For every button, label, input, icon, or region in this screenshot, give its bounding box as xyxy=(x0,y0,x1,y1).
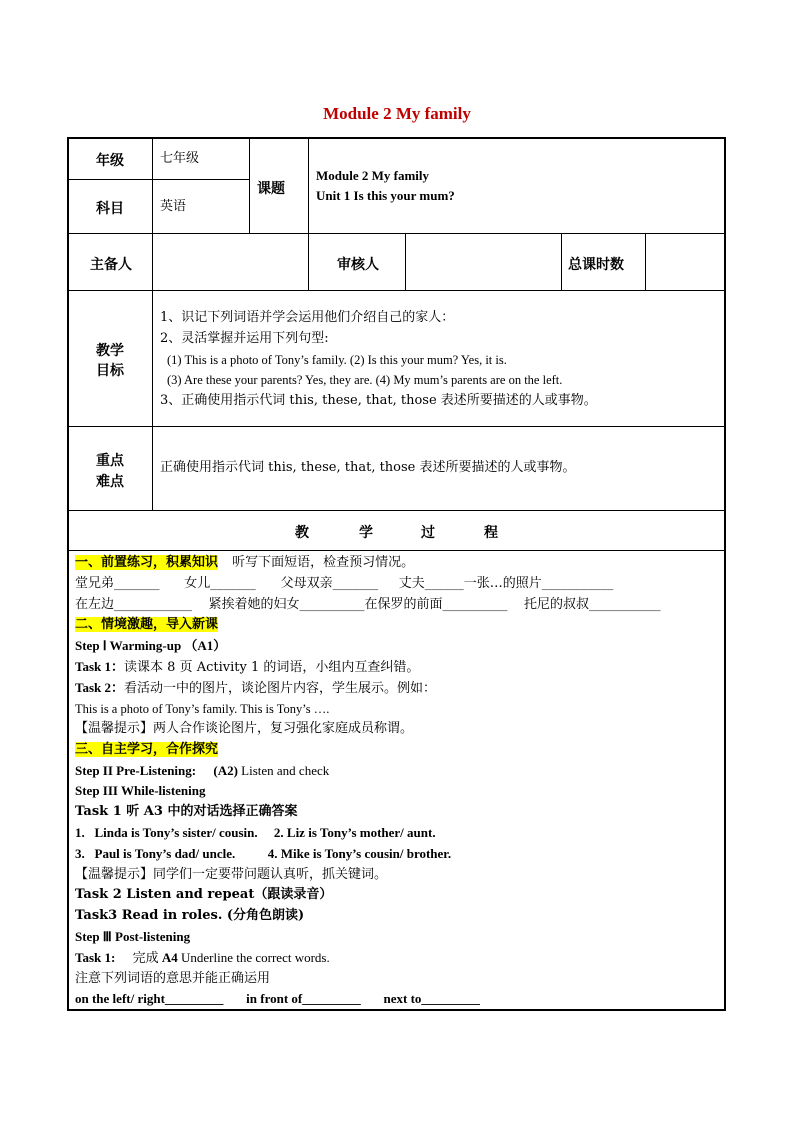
section-2 xyxy=(75,617,218,633)
task-text: Underline the correct words. xyxy=(181,950,330,965)
step-text: Listen and check xyxy=(241,763,330,778)
divider xyxy=(68,550,725,551)
step-code: (A2) xyxy=(213,763,238,778)
goal-line: (3) Are these your parents? Yes, they are. (4) My mum’s parents are on the left. xyxy=(167,373,563,387)
divider xyxy=(68,233,725,234)
preparer-label: 主备人 xyxy=(90,257,132,273)
section-1-title: 一、前置练习，积累知识 xyxy=(75,555,219,570)
goals-label-1: 教学 xyxy=(96,343,124,359)
process-heading-char: 学 xyxy=(359,525,373,541)
task-label: Task 2： xyxy=(75,680,125,695)
question-row: 1. Linda is Tony’s sister/ cousin. 2. Liz is Tony’s mother/ aunt. xyxy=(75,825,436,840)
divider xyxy=(249,138,250,233)
divider xyxy=(68,290,725,291)
key-label-1: 重点 xyxy=(96,453,124,469)
step-4: Step Ⅲ Post-listening xyxy=(75,929,191,944)
page-title: Module 2 My family xyxy=(323,104,471,123)
section-3 xyxy=(75,742,218,758)
task-text: 看活动一中的图片，谈论图片内容，学生展示。例如： xyxy=(124,681,437,696)
subject-value: 英语 xyxy=(160,199,187,214)
process-heading-char: 过 xyxy=(421,525,435,541)
listening-task-3: Task3 Read in roles. (分角色朗读) xyxy=(75,908,305,923)
section-1-intro: 听写下面短语，检查预习情况。 xyxy=(232,555,415,570)
task-code: A4 xyxy=(161,950,178,965)
divider xyxy=(405,233,406,290)
divider xyxy=(561,233,562,290)
topic-line-2: Unit 1 Is this your mum? xyxy=(316,188,455,203)
fill-in-row: on the left/ right_________ in front of_________ next to_________ xyxy=(75,991,480,1006)
goal-line: 2、灵活掌握并运用下列句型: xyxy=(160,331,329,346)
task-line xyxy=(75,659,419,676)
grade-label: 年级 xyxy=(96,153,124,169)
key-label-2: 难点 xyxy=(96,474,124,490)
task-label: Task 1： xyxy=(75,659,125,674)
listening-task-2: Task 2 Listen and repeat（跟读录音） xyxy=(75,887,333,902)
step-label: Step II Pre-Listening: xyxy=(75,763,197,778)
note-text: 注意下列词语的意思并能正确运用 xyxy=(75,971,271,986)
divider xyxy=(68,426,725,427)
step-3: Step III While-listening xyxy=(75,783,206,798)
goal-line: (1) This is a photo of Tony’s family. (2) Is this your mum? Yes, it is. xyxy=(167,353,507,367)
divider xyxy=(645,233,646,290)
total-hours-label: 总课时数 xyxy=(568,257,624,273)
step-1: Step Ⅰ Warming-up （A1） xyxy=(75,638,227,653)
section-1 xyxy=(75,555,414,571)
step-2 xyxy=(75,763,329,779)
dictation-row: 在左边____________ 紧挨着她的妇女__________在保罗的前面__________ 托尼的叔叔___________ xyxy=(75,597,661,612)
dictation-row: 堂兄弟_______ 女儿_______ 父母双亲_______ 丈夫______一张…的照片___________ xyxy=(75,576,614,591)
task-text: 读课本 8 页 Activity 1 的词语，小组内互查纠错。 xyxy=(124,660,420,675)
topic-line-1: Module 2 My family xyxy=(316,168,430,183)
reviewer-label: 审核人 xyxy=(337,257,379,273)
divider xyxy=(68,179,249,180)
divider xyxy=(308,138,309,290)
grade-value: 七年级 xyxy=(160,151,200,166)
example-text: This is a photo of Tony’s family. This is Tony’s …. xyxy=(75,702,330,716)
process-heading-char: 程 xyxy=(484,525,498,541)
tip-2: 【温馨提示】同学们一定要带问题认真听，抓关键词。 xyxy=(75,867,388,882)
key-text: 正确使用指示代词 this, these, that, those 表述所要描述的人或事物。 xyxy=(160,460,576,475)
topic-label: 课题 xyxy=(257,181,285,197)
process-heading-char: 教 xyxy=(295,525,309,541)
section-3-title: 三、自主学习，合作探究 xyxy=(75,742,219,757)
goal-line: 1、识记下列词语并学会运用他们介绍自己的家人： xyxy=(160,310,455,325)
task-text: 完成 xyxy=(132,950,159,965)
listening-task-1: Task 1 听 A3 中的对话选择正确答案 xyxy=(75,804,298,819)
goals-label-2: 目标 xyxy=(96,363,124,379)
task-label: Task 1: xyxy=(75,950,116,965)
question-row: 3. Paul is Tony’s dad/ uncle. 4. Mike is Tony’s cousin/ brother. xyxy=(75,846,452,861)
task-line xyxy=(75,680,436,697)
post-task-1 xyxy=(75,950,330,966)
tip-1: 【温馨提示】两人合作谈论图片，复习强化家庭成员称谓。 xyxy=(75,721,414,736)
divider xyxy=(152,138,153,510)
divider xyxy=(68,510,725,511)
section-2-title: 二、情境激趣，导入新课 xyxy=(75,617,219,632)
goal-line: 3、正确使用指示代词 this, these, that, those 表述所要描述的人或事物。 xyxy=(160,393,597,408)
subject-label: 科目 xyxy=(96,201,124,217)
